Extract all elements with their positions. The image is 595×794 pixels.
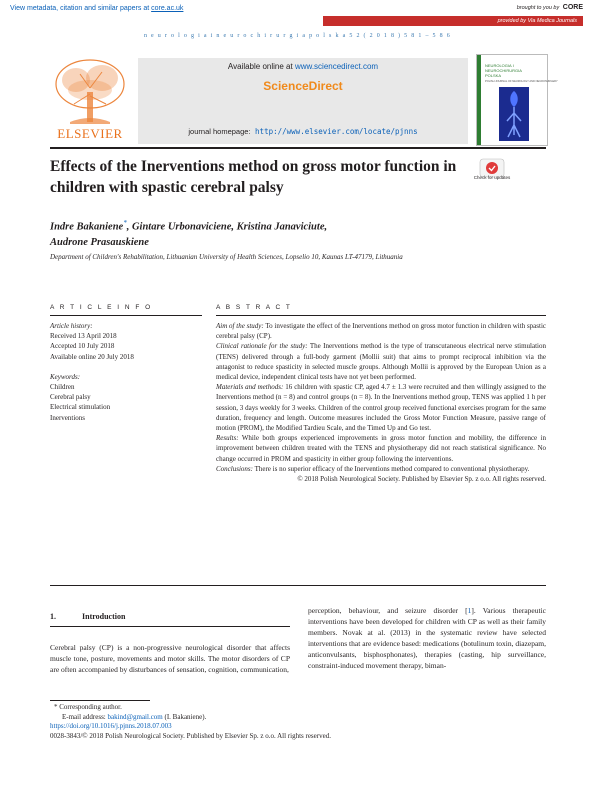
abstract-heading: A B S T R A C T	[216, 304, 292, 311]
rationale-text: The Inerventions method is the type of transcutaneous electrical nerve stimulation (TENS) delivered through a full-body garment (Mollii suit) that aims to prompt reciprocal inhibition via the antagonist to reduce spasticity in selected muscle groups. Although Mollii is approved by the European Union as a medical device, independent clinical tests have not yet been performed.	[216, 342, 546, 382]
email-line	[50, 713, 530, 723]
keyword-item: Children	[50, 383, 75, 392]
abstract-rationale	[216, 341, 546, 382]
intro-left-column: Cerebral palsy (CP) is a non-progressive neurological disorder that affects muscle tone, posture, movements and motor skills. The motor disorders of CP are often accompanied by disturbances of sensation, cognition, communication,	[50, 643, 290, 674]
intro-right-text-a: perception, behaviour, and seizure disorder [	[308, 606, 468, 615]
abstract-copyright: © 2018 Polish Neurological Society. Published by Elsevier Sp. z o.o. All rights reserved.	[297, 475, 546, 484]
footnotes	[50, 703, 530, 741]
abstract-rule	[216, 315, 546, 316]
author-list	[50, 216, 490, 250]
sciencedirect-logo[interactable]: ScienceDirect	[263, 79, 343, 93]
article-info-rule	[50, 315, 202, 316]
keyword-item: Inerventions	[50, 413, 85, 422]
section-title: Introduction	[82, 612, 126, 621]
keyword-item: Cerebral palsy	[50, 393, 91, 402]
authors-rest: , Gintare Urbonaviciene, Kristina Janaviciute,	[126, 221, 328, 233]
cover-subtitle: POLISH JOURNAL OF NEUROLOGY AND NEUROSURGERY	[485, 80, 558, 83]
section-rule	[50, 626, 290, 627]
affiliation: Department of Children's Rehabilitation, Lithuanian University of Health Sciences, Lopselio 10, Kaunas LT-47179, Lithuania	[50, 253, 403, 261]
core-branding[interactable]	[517, 4, 583, 11]
cover-title-2: NEUROCHIRURGIA	[485, 68, 522, 73]
corresponding-author-marker[interactable]: *	[123, 219, 127, 227]
available-online-label: Available online at	[227, 62, 293, 71]
cover-title-1: NEUROLOGIA I	[485, 63, 514, 68]
results-text: While both groups experienced improvements in gross motor function and mobility, the difference in improvement between children treated with the TENS and physiotherapy did not reach statistical significance. No change occurred in PROM and spasticity in either group following the interventions.	[216, 434, 546, 463]
doi-link[interactable]: https://doi.org/10.1016/j.pjnns.2018.07.003	[50, 722, 172, 730]
accepted-date: Accepted 10 July 2018	[50, 342, 115, 351]
keyword-item: Electrical stimulation	[50, 403, 111, 412]
history-label: Article history:	[50, 322, 93, 330]
abstract-conclusions	[216, 464, 546, 474]
sciencedirect-url[interactable]: www.sciencedirect.com	[294, 62, 379, 71]
core-logo: CORE	[562, 4, 583, 11]
article-title: Effects of the Inerventions method on gross motor function in children with spastic cerebral palsy	[50, 158, 457, 196]
core-link-site[interactable]: core.ac.uk	[151, 5, 184, 12]
intro-right-column	[308, 605, 546, 671]
abstract-aim	[216, 321, 546, 341]
footnote-rule	[50, 700, 150, 701]
conclusions-text: There is no superior efficacy of the Inerventions method compared to conventional physiotherapy.	[254, 464, 530, 473]
article-info	[50, 321, 202, 423]
journal-cover	[476, 54, 558, 146]
journal-cover-art	[477, 55, 558, 145]
journal-homepage	[138, 127, 468, 136]
keywords-label: Keywords:	[50, 372, 81, 381]
methods-text: 16 children with spastic CP, aged 4.7 ± 1.3 were recruited and then willingly assigned to the Inerventions method (n = 8) and control groups (n = 8). In the Inerventions method group, TENS was applied 1 h per session, 3 days weekly for 3 weeks. Children of the control group received functional exercises program for the same duration, frequency and length. Outcome measures included the Gross Motor Function Measure, passive range of motion (PROM), the Modified Tardieu Scale, and the Timed Up and Go test.	[216, 383, 546, 433]
online-date: Available online 20 July 2018	[50, 352, 134, 361]
author-first: Indre Bakaniene	[50, 221, 124, 233]
article-info-heading: A R T I C L E I N F O	[50, 304, 153, 311]
core-provider-bar: provided by Via Medica Journals	[323, 16, 583, 26]
corresponding-note: * Corresponding author.	[54, 703, 122, 711]
email-name: (I. Bakaniene).	[164, 712, 207, 721]
abstract-body	[216, 321, 546, 484]
methods-label: Materials and methods:	[216, 383, 284, 392]
received-date: Received 13 April 2018	[50, 332, 117, 341]
email-link[interactable]: bakind@gmail.com	[107, 712, 163, 721]
authors-line2: Audrone Prasauskiene	[50, 236, 149, 248]
cover-title-3: POLSKA	[485, 73, 502, 78]
abstract-bottom-rule	[50, 585, 546, 586]
citation-link[interactable]: 1	[467, 606, 472, 615]
header-rule	[50, 147, 546, 149]
aim-label: Aim of the study:	[216, 322, 264, 330]
intro-right-text-b: ]. Various therapeutic interventions have been developed for children with CP as well as their family members. Novak at al. (2013) in the systematic review have selected interventions that are evidence based: medications (botulinum toxin, diazepam, anticonvulsants, bisphosphonates), therapies (casting, hip surveillance, constraint-induced movement therapy, biman-	[308, 606, 546, 670]
core-link-text: View metadata, citation and similar papers at	[10, 5, 150, 12]
elsevier-wordmark: ELSEVIER	[57, 126, 123, 141]
email-label: E-mail address:	[62, 712, 106, 721]
rationale-label: Clinical rationale for the study:	[216, 342, 308, 351]
available-online	[138, 62, 468, 71]
core-metadata-link[interactable]	[10, 5, 183, 12]
section-number: 1.	[50, 612, 56, 621]
issn-line: 0028-3843/© 2018 Polish Neurological Society. Published by Elsevier Sp. z o.o. All rights reserved.	[50, 731, 331, 740]
abstract-methods	[216, 382, 546, 433]
check-updates-label: Check for updates	[473, 175, 511, 180]
results-label: Results:	[216, 434, 239, 443]
conclusions-label: Conclusions:	[216, 464, 253, 473]
abstract-results	[216, 433, 546, 464]
running-head: n e u r o l o g i a i n e u r o c h i r u r g i a p o l s k a 5 2 ( 2 0 1 8 ) 5 8 1 – 5 8 6	[143, 33, 452, 39]
core-brought-by: brought to you by	[516, 5, 560, 11]
aim-text: To investigate the effect of the Inerventions method on gross motor function in children with spastic cerebral palsy (CP).	[216, 322, 546, 341]
homepage-url[interactable]: http://www.elsevier.com/locate/pjnns	[255, 127, 418, 136]
section-heading-introduction	[50, 612, 125, 621]
homepage-label: journal homepage:	[188, 127, 251, 136]
